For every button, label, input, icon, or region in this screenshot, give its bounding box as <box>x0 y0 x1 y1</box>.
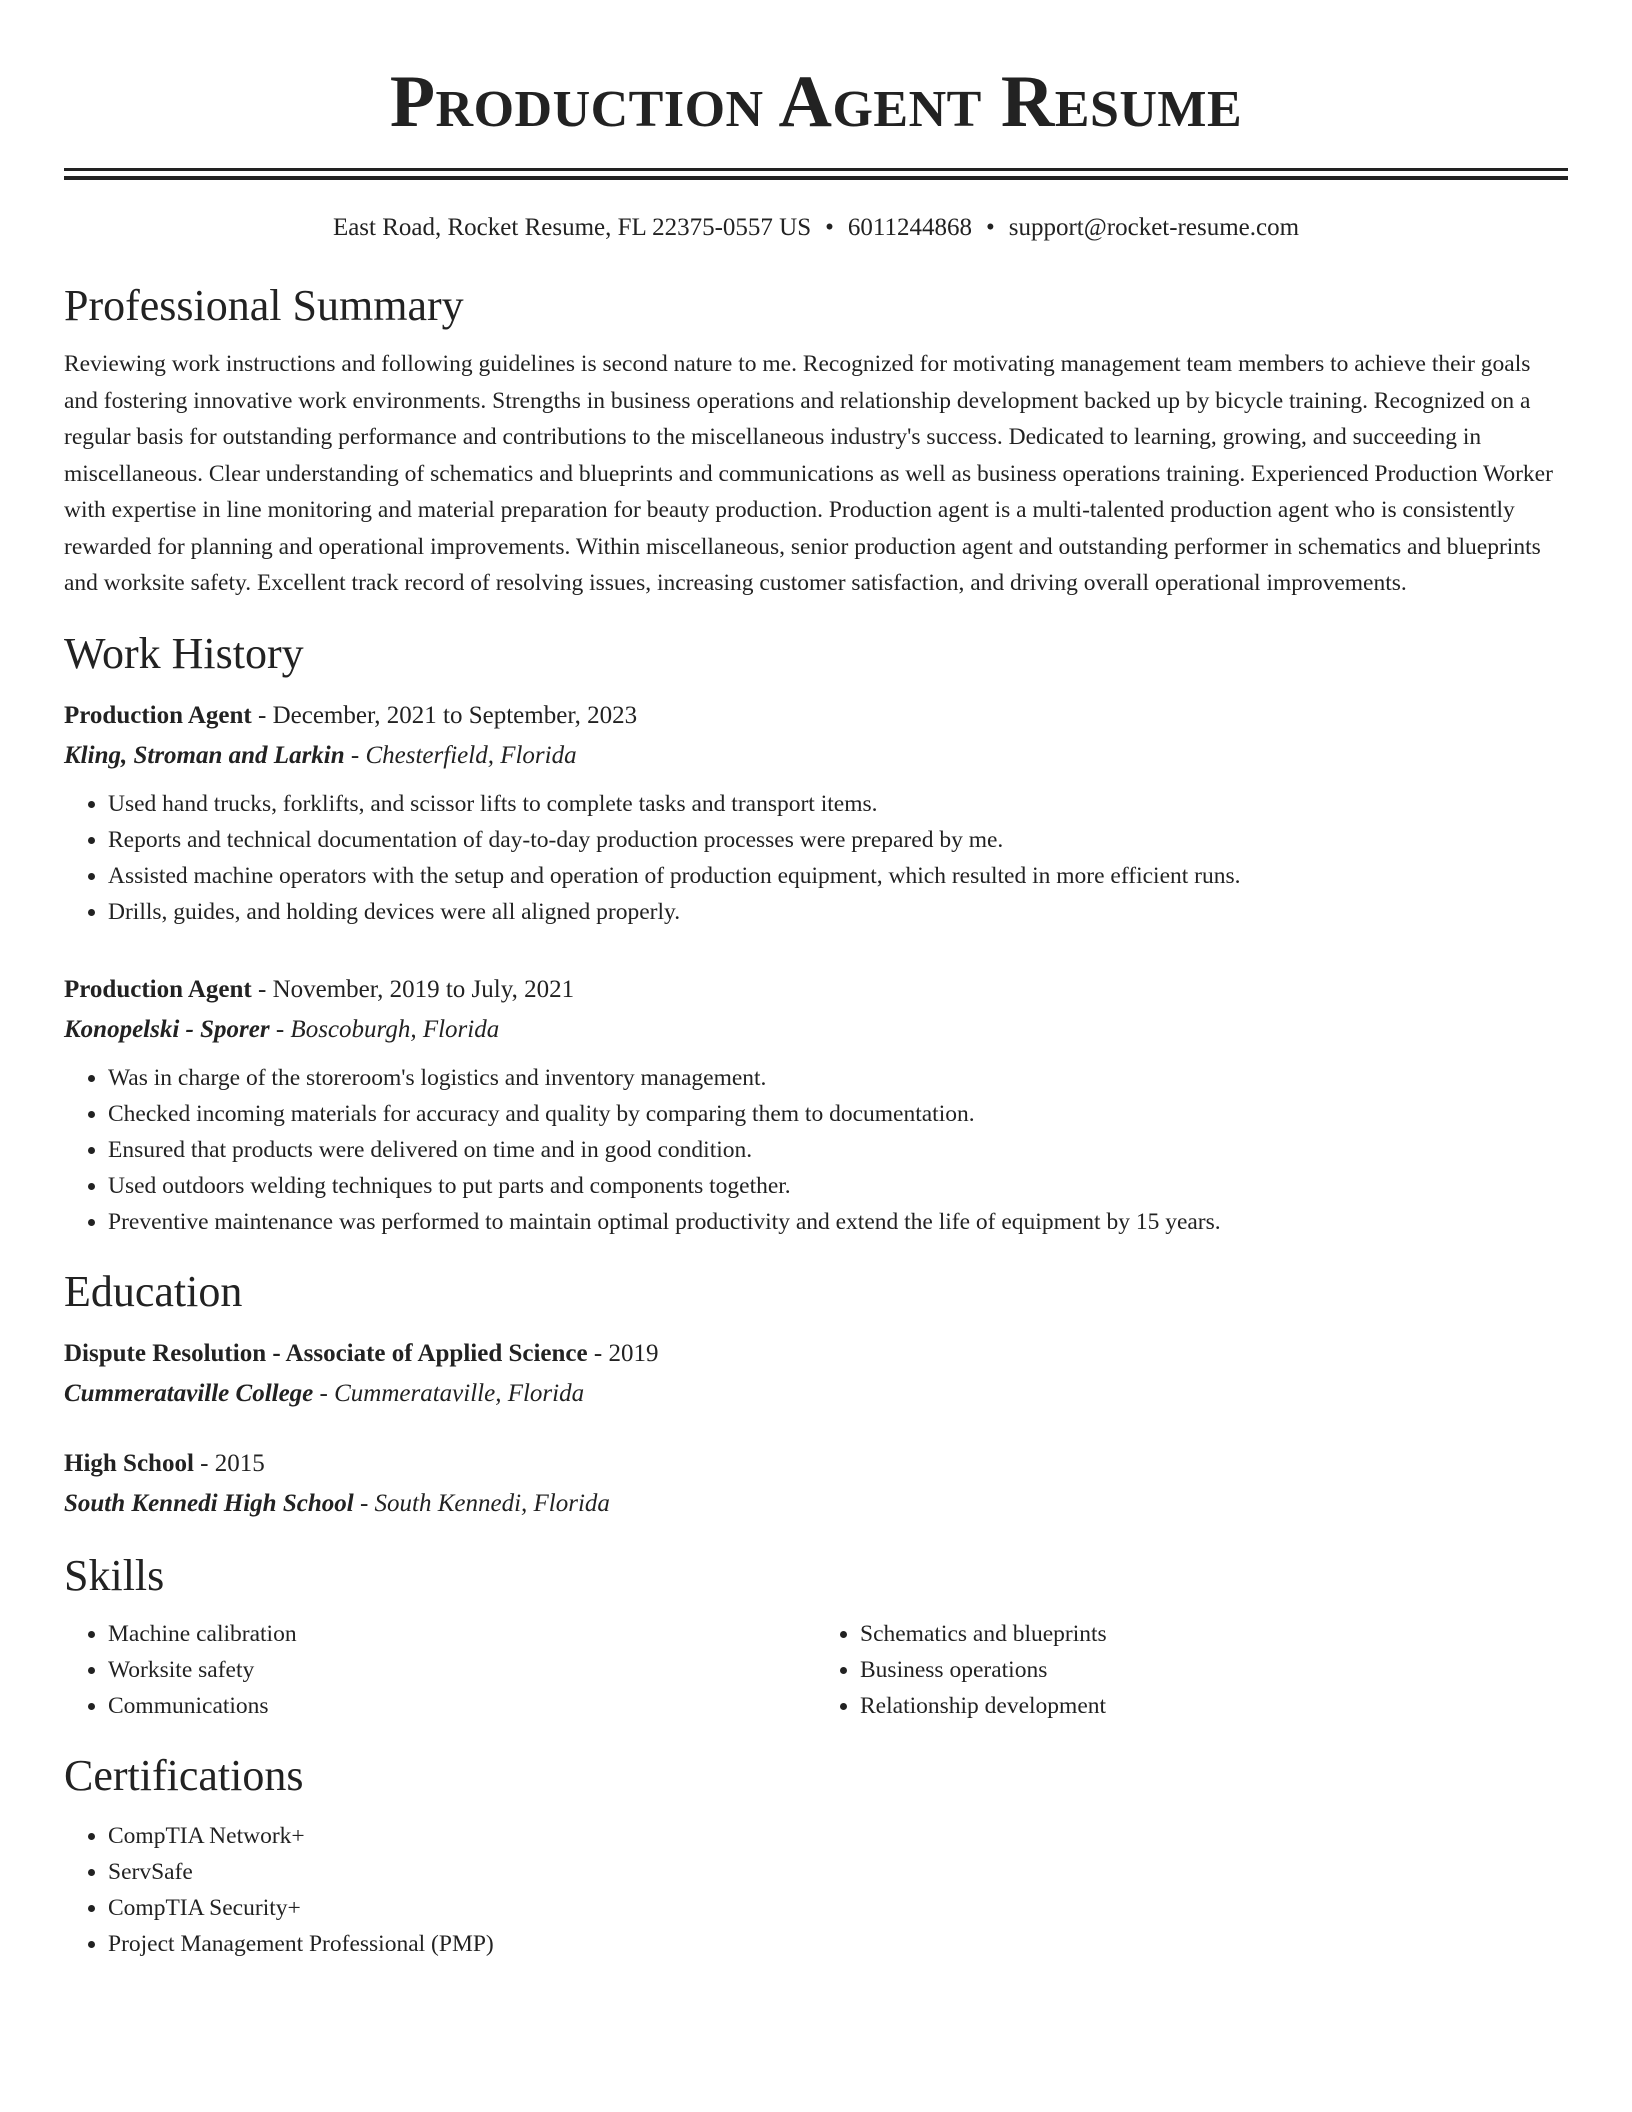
professional-summary-section <box>64 280 1568 602</box>
job-title-line: Production Agent - November, 2019 to July, 2021 <box>64 975 575 1003</box>
job-company-line: Kling, Stroman and Larkin - Chesterfield, Florida <box>64 741 577 769</box>
job-dates: November, 2019 to July, 2021 <box>272 975 575 1003</box>
list-item: • Machine calibration <box>108 1616 816 1652</box>
education-school-line: Cummerataville College - Cummerataville, Florida <box>64 1379 585 1407</box>
job-location: Boscoburgh, Florida <box>290 1015 500 1043</box>
list-item: • Business operations <box>860 1652 1568 1688</box>
education-school: South Kennedi High School <box>64 1489 354 1517</box>
education-degree: Dispute Resolution - Associate of Applied Science <box>64 1339 588 1367</box>
list-item: • Was in charge of the storeroom's logistics and inventory management. <box>108 1060 1568 1096</box>
section-heading: Skills <box>64 1550 165 1600</box>
job-title: Production Agent <box>64 701 252 729</box>
certifications-section <box>64 1750 1568 1962</box>
list-item: • Reports and technical documentation of day-to-day production processes were prepared by me. <box>108 822 1568 858</box>
section-heading: Certifications <box>64 1750 304 1800</box>
list-item: • Checked incoming materials for accuracy and quality by comparing them to documentation. <box>108 1096 1568 1132</box>
education-degree-line: Dispute Resolution - Associate of Applied Science - 2019 <box>64 1339 659 1367</box>
education-entry <box>64 1444 1568 1524</box>
list-item: • Schematics and blueprints <box>860 1616 1568 1652</box>
section-heading: Work History <box>64 628 304 678</box>
contact-email: support@rocket-resume.com <box>1008 214 1300 241</box>
list-item: • Drills, guides, and holding devices were all aligned properly. <box>108 894 1568 930</box>
list-item: • Used hand trucks, forklifts, and scissor lifts to complete tasks and transport items. <box>108 786 1568 822</box>
job-company: Kling, Stroman and Larkin <box>64 741 345 769</box>
job-company: Konopelski - Sporer <box>64 1015 270 1043</box>
resume-title: Production Agent Resume <box>389 61 1243 143</box>
skills-grid <box>64 1616 1568 1724</box>
education-school-line: South Kennedi High School - South Kennedi, Florida <box>64 1489 610 1517</box>
section-heading: Professional Summary <box>64 281 464 330</box>
list-item: • Worksite safety <box>108 1652 816 1688</box>
contact-separator: • <box>825 214 834 241</box>
list-item: • CompTIA Security+ <box>108 1890 1568 1926</box>
skills-section <box>64 1550 1568 1724</box>
section-heading: Education <box>64 1266 243 1316</box>
job-title: Production Agent <box>64 975 252 1003</box>
job-entry <box>64 696 1568 930</box>
job-bullets <box>64 1060 1568 1240</box>
summary-text: Reviewing work instructions and following guidelines is second nature to me. Recognized for motivating management team members to achieve their goals and fostering innovative work environments. Strengths in business operations and relationship development backed up by bicycle training. Recognized on a regular basis for outstanding performance and contributions to the miscellaneous industry's success. Dedicated to learning, growing, and succeeding in miscellaneous. Clear understanding of schematics and blueprints and communications as well as business operations training. Experienced Production Worker with expertise in line monitoring and material preparation for beauty production. Production agent is a multi-talented production agent who is consistently rewarded for planning and operational improvements. Within miscellaneous, senior production agent and outstanding performer in schematics and blueprints and worksite safety. Excellent track record of resolving issues, increasing customer satisfaction, and driving overall operational improvements. <box>64 351 1553 596</box>
contact-separator: • <box>985 214 995 241</box>
education-location: South Kennedi, Florida <box>374 1489 610 1517</box>
skills-list-left <box>64 1616 816 1724</box>
skills-list-right <box>816 1616 1568 1724</box>
title-divider <box>64 168 1568 180</box>
education-section <box>64 1266 1568 1524</box>
certifications-list <box>64 1818 1568 1962</box>
job-dates: December, 2021 to September, 2023 <box>272 701 638 729</box>
list-item: • Communications <box>108 1688 816 1724</box>
list-item: • ServSafe <box>108 1854 1568 1890</box>
education-year: 2015 <box>214 1449 265 1477</box>
contact-phone: 6011244868 <box>847 214 972 241</box>
work-history-section <box>64 628 1568 1240</box>
job-bullets <box>64 786 1568 930</box>
education-year: 2019 <box>608 1339 659 1367</box>
contact-address: East Road, Rocket Resume, FL 22375-0557 US <box>332 214 812 241</box>
list-item: • Used outdoors welding techniques to put parts and components together. <box>108 1168 1568 1204</box>
list-item: • CompTIA Network+ <box>108 1818 1568 1854</box>
education-location: Cummerataville, Florida <box>334 1379 585 1407</box>
list-item: • Project Management Professional (PMP) <box>108 1926 1568 1962</box>
education-degree-line: High School - 2015 <box>64 1449 265 1477</box>
education-entry <box>64 1334 1568 1414</box>
job-location: Chesterfield, Florida <box>365 741 577 769</box>
list-item: • Ensured that products were delivered on time and in good condition. <box>108 1132 1568 1168</box>
education-degree: High School <box>64 1449 194 1477</box>
job-title-line: Production Agent - December, 2021 to September, 2023 <box>64 701 638 729</box>
list-item: • Relationship development <box>860 1688 1568 1724</box>
contact-line <box>64 212 1568 244</box>
education-school: Cummerataville College <box>64 1379 314 1407</box>
job-company-line: Konopelski - Sporer - Boscoburgh, Florida <box>64 1015 500 1043</box>
job-entry <box>64 970 1568 1240</box>
list-item: • Assisted machine operators with the setup and operation of production equipment, which resulted in more efficient runs. <box>108 858 1568 894</box>
list-item: • Preventive maintenance was performed to maintain optimal productivity and extend the life of equipment by 15 years. <box>108 1204 1568 1240</box>
